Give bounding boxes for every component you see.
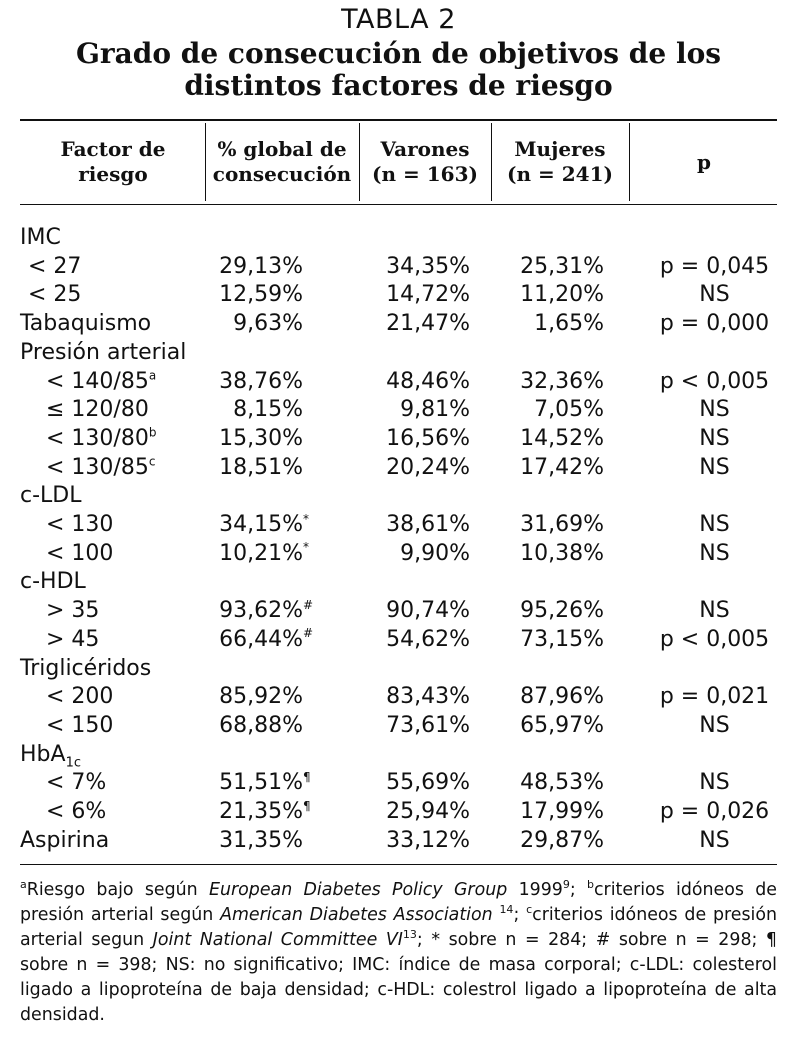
header-separator — [491, 123, 492, 201]
footnote-text: ; * sobre n = 284; # sobre n = 298; ¶ sobre n = 398; NS: no significativo; IMC: índice de masa corporal; c-LDL: colesterol ligado a lipoproteína de baja densidad; c-HDL: colestrol ligado a lipoproteína de alta densidad. — [20, 930, 777, 1025]
row-label-text: < 7% — [46, 770, 107, 796]
cell-mujeres: 17,42% — [520, 454, 604, 480]
cell-p: p = 0,021 — [659, 684, 770, 710]
cell-global — [219, 682, 315, 711]
row-label-footnote-marker: c — [148, 454, 156, 469]
cell-global-value: 68,88% — [219, 712, 303, 738]
cell-varones: 20,24% — [386, 454, 470, 480]
footnote-reference: 14 — [499, 903, 514, 917]
cell-global-value: 93,62% — [219, 598, 303, 624]
cell-varones: 90,74% — [386, 598, 470, 624]
cell-p: p = 0,026 — [659, 799, 770, 824]
cell-mujeres: 11,20% — [520, 282, 604, 308]
cell-varones: 34,35% — [386, 253, 470, 279]
cell-varones: 9,81% — [400, 397, 470, 423]
cell-p: NS — [699, 770, 730, 796]
cell-global-value: 85,92% — [219, 684, 303, 710]
table-row — [0, 367, 797, 396]
row-label-text: Tabaquismo — [20, 311, 152, 337]
row-label-text: Presión arterial — [20, 339, 187, 365]
footnote-citation: American Diabetes Association — [220, 905, 493, 925]
cell-global-value: 12,59% — [219, 282, 303, 308]
table-top-rule — [20, 119, 777, 121]
table-row — [0, 539, 797, 568]
header-separator — [205, 123, 206, 201]
cell-mujeres: 95,26% — [520, 598, 604, 624]
footnote-text: ; — [569, 880, 587, 900]
cell-global-value: 51,51% — [219, 770, 303, 796]
footnote-marker-c: c — [526, 903, 533, 917]
table-row — [0, 711, 797, 740]
header-factor-line-1: Factor de — [60, 137, 166, 161]
header-global-line-2: consecución — [212, 162, 352, 186]
cell-mujeres: 1,65% — [534, 311, 604, 337]
table-header-rule — [20, 204, 777, 205]
row-label — [20, 740, 81, 769]
table-row — [0, 338, 797, 367]
table-row — [0, 309, 797, 338]
row-label-text: > 35 — [46, 598, 100, 624]
table-row — [0, 567, 797, 596]
header-varones-line-2: (n = 163) — [372, 162, 478, 186]
cell-p: NS — [699, 540, 730, 566]
row-label-text: < 27 — [28, 253, 82, 279]
cell-global-value: 34,15% — [219, 512, 303, 537]
table-footnote — [20, 878, 777, 1028]
row-label — [46, 453, 155, 482]
header-mujeres-line-2: (n = 241) — [507, 162, 613, 186]
header-p-line-1: p — [697, 149, 711, 174]
cell-global-value: 29,13% — [219, 253, 303, 279]
cell-varones: 33,12% — [386, 827, 470, 853]
row-label — [20, 567, 86, 596]
cell-p: NS — [699, 712, 730, 738]
cell-varones: 55,69% — [386, 770, 470, 796]
header-mujeres-line-1: Mujeres — [514, 137, 606, 161]
row-label-text: c-LDL — [20, 483, 82, 509]
cell-varones: 73,61% — [386, 712, 470, 738]
row-label-footnote-marker: a — [148, 368, 157, 383]
cell-global — [219, 453, 315, 482]
table-row — [0, 424, 797, 453]
cell-varones: 21,47% — [386, 311, 470, 337]
row-label — [46, 797, 106, 826]
cell-mujeres: 31,69% — [520, 512, 604, 537]
cell-global-value: 31,35% — [219, 827, 303, 853]
cell-global-value: 8,15% — [233, 397, 303, 423]
cell-p: NS — [699, 282, 730, 308]
row-label-text: < 140/85 — [46, 368, 149, 394]
footnote-marker-b: b — [587, 878, 594, 892]
cell-global — [219, 711, 315, 740]
table-title-line-1: Grado de consecución de objetivos de los — [75, 37, 722, 70]
cell-p: NS — [699, 397, 730, 423]
table-row — [0, 395, 797, 424]
cell-varones: 83,43% — [386, 684, 470, 710]
cell-global-value: 66,44% — [219, 626, 303, 652]
row-label — [20, 654, 151, 683]
table-row — [0, 768, 797, 797]
table-row — [0, 596, 797, 625]
cell-global-value: 15,30% — [219, 425, 303, 451]
footnote-text: criterios idóneos de presión arterial según — [20, 880, 777, 925]
table-title — [20, 38, 777, 102]
cell-global: 93,62%# — [219, 597, 314, 624]
row-label-text: ≤ 120/80 — [46, 397, 149, 423]
row-label-footnote-marker: b — [148, 425, 157, 440]
header-global — [207, 136, 357, 188]
row-label-text: c-HDL — [20, 569, 86, 595]
row-label-text: > 45 — [46, 626, 100, 652]
cell-global — [219, 826, 315, 855]
cell-global — [219, 367, 315, 396]
row-label — [28, 280, 81, 309]
row-label-text: < 25 — [28, 282, 82, 308]
footnote-marker-a: a — [20, 878, 27, 892]
row-label — [20, 223, 61, 252]
row-label — [28, 252, 81, 281]
header-separator — [359, 123, 360, 201]
cell-p: p = 0,000 — [659, 311, 770, 337]
cell-p: NS — [699, 454, 730, 480]
footnote-citation: European Diabetes Policy Group — [209, 880, 508, 900]
table-row — [0, 654, 797, 683]
cell-mujeres: 32,36% — [520, 368, 604, 394]
table-row — [0, 510, 797, 539]
cell-mujeres: 25,31% — [520, 253, 604, 279]
cell-global — [219, 252, 315, 281]
cell-global: 21,35%¶ — [219, 798, 311, 824]
cell-varones: 9,90% — [400, 540, 470, 566]
row-label — [20, 481, 82, 510]
cell-global — [219, 424, 315, 453]
table-caption: TABLA 2 — [341, 4, 456, 35]
row-label-text: IMC — [20, 225, 61, 250]
cell-global — [233, 309, 315, 338]
table-row — [0, 740, 797, 769]
row-label — [20, 309, 151, 338]
row-label — [46, 367, 156, 396]
cell-mujeres: 17,99% — [520, 799, 604, 824]
table-row — [0, 280, 797, 309]
row-label-text: < 130/80 — [46, 425, 149, 451]
row-label-text: Aspirina — [20, 827, 110, 853]
cell-p: NS — [699, 598, 730, 624]
cell-global: 34,15%* — [219, 511, 309, 537]
table-row — [0, 826, 797, 855]
row-label-text: < 150 — [46, 712, 114, 738]
header-mujeres — [493, 136, 627, 188]
cell-mujeres: 48,53% — [520, 770, 604, 796]
footnote-text: criterios idóneos de presión arterial segun — [20, 905, 778, 950]
cell-p: NS — [699, 827, 730, 853]
row-label — [20, 826, 109, 855]
cell-varones: 14,72% — [386, 282, 470, 308]
row-label — [46, 768, 106, 797]
row-label-text: < 100 — [46, 540, 114, 566]
cell-varones: 16,56% — [386, 425, 470, 451]
cell-global-value: 38,76% — [219, 368, 303, 394]
row-label — [46, 539, 113, 568]
cell-p: p = 0,045 — [659, 253, 770, 279]
cell-mujeres: 29,87% — [520, 827, 604, 853]
row-label-text: < 130/85 — [46, 454, 149, 480]
footnote-text: Riesgo bajo según — [26, 880, 209, 900]
cell-global-value: 9,63% — [233, 311, 303, 337]
table-row — [0, 453, 797, 482]
cell-global — [233, 395, 315, 424]
cell-global — [219, 280, 315, 309]
header-separator — [629, 123, 630, 201]
cell-varones: 54,62% — [386, 626, 470, 652]
header-varones-line-1: Varones — [380, 137, 470, 161]
table-row — [0, 223, 797, 252]
cell-p: NS — [699, 425, 730, 451]
footnote-reference: 13 — [402, 928, 417, 942]
cell-global: 51,51%¶ — [219, 769, 311, 796]
cell-p: p < 0,005 — [659, 626, 770, 652]
cell-varones: 25,94% — [386, 799, 470, 824]
header-factor-line-2: riesgo — [78, 162, 148, 186]
row-label-text: < 130 — [46, 512, 114, 537]
cell-mujeres: 7,05% — [534, 397, 604, 423]
row-label-subscript: 1c — [65, 754, 81, 770]
cell-p: NS — [699, 512, 730, 537]
footnote-text: 1999 — [507, 880, 563, 900]
table-bottom-rule — [20, 864, 777, 865]
table-row — [0, 682, 797, 711]
row-label-text: < 200 — [46, 684, 114, 710]
row-label — [46, 625, 99, 654]
cell-global-value: 21,35% — [219, 799, 303, 824]
header-factor — [22, 136, 204, 188]
header-varones — [361, 136, 489, 188]
table-row — [0, 252, 797, 281]
footnote-reference: 9 — [562, 878, 570, 892]
row-label — [46, 424, 156, 453]
footnote-text: ; — [513, 905, 527, 925]
cell-mujeres: 14,52% — [520, 425, 604, 451]
cell-global: 10,21%* — [219, 540, 309, 566]
cell-mujeres: 65,97% — [520, 712, 604, 738]
row-label-text: HbA — [20, 741, 66, 767]
row-label — [46, 510, 113, 539]
cell-mujeres: 10,38% — [520, 540, 604, 566]
row-label — [46, 596, 99, 625]
cell-mujeres: 87,96% — [520, 684, 604, 710]
table-row — [0, 797, 797, 826]
row-label — [46, 711, 113, 740]
cell-global-value: 18,51% — [219, 454, 303, 480]
table-row — [0, 625, 797, 654]
cell-varones: 38,61% — [386, 512, 470, 537]
cell-p: p < 0,005 — [659, 368, 770, 394]
row-label — [20, 338, 186, 367]
header-global-line-1: % global de — [217, 137, 347, 161]
row-label — [46, 682, 113, 711]
cell-global: 66,44%# — [219, 626, 314, 652]
cell-global-value: 10,21% — [219, 540, 303, 566]
row-label-text: Triglicéridos — [20, 655, 152, 681]
table-row — [0, 481, 797, 510]
footnote-citation: Joint National Committee VI — [152, 930, 403, 950]
row-label — [46, 395, 149, 424]
cell-varones: 48,46% — [386, 368, 470, 394]
header-p — [631, 136, 777, 188]
table-title-line-2: distintos factores de riesgo — [184, 69, 613, 102]
cell-mujeres: 73,15% — [520, 626, 604, 652]
row-label-text: < 6% — [46, 799, 107, 824]
